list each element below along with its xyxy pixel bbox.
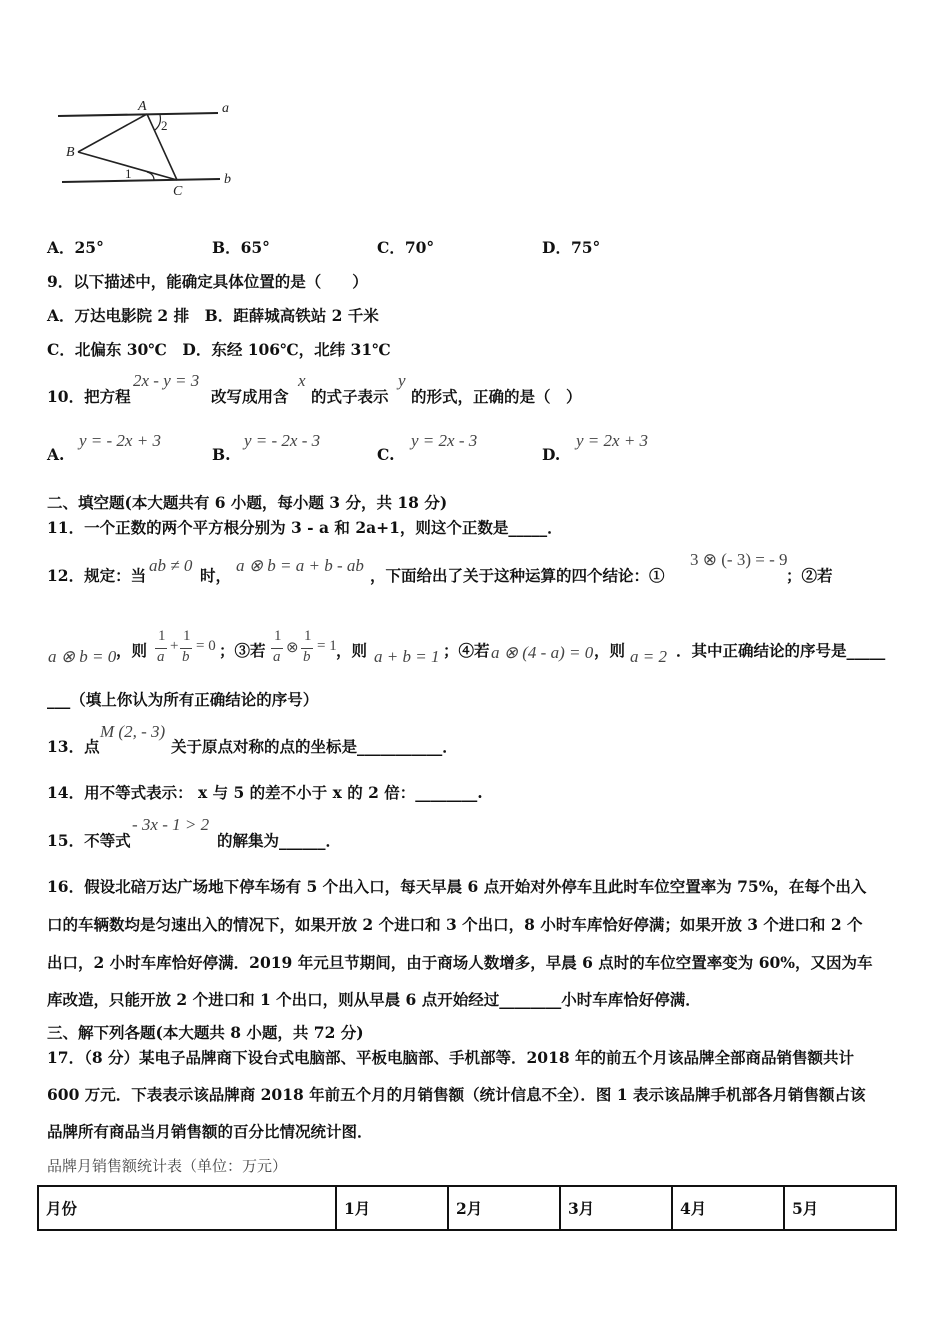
header-apr: 4月 bbox=[672, 1186, 784, 1230]
angle-2-arc bbox=[155, 115, 160, 130]
q10-option-a: y = - 2x + 3 bbox=[79, 431, 161, 450]
q10-mid: 改写成用含 bbox=[211, 387, 289, 406]
q8-option-c: C．70° bbox=[377, 238, 435, 257]
q12-fraction-expr-2 bbox=[271, 628, 341, 668]
q10-prefix: 10．把方程 bbox=[47, 387, 131, 406]
frac4-den: b bbox=[303, 649, 311, 665]
q10-letter-c: C. bbox=[377, 445, 395, 464]
q11: 11．一个正数的两个平方根分别为 3 - a 和 2a+1，则这个正数是_____． bbox=[47, 518, 563, 537]
header-feb: 2月 bbox=[448, 1186, 560, 1230]
header-jan: 1月 bbox=[336, 1186, 448, 1230]
plus-sign: + bbox=[170, 638, 179, 654]
q12-line3: ___（填上你认为所有正确结论的序号） bbox=[47, 690, 319, 709]
q17-line-3: 品牌所有商品当月销售额的百分比情况统计图． bbox=[47, 1122, 373, 1141]
q12-fraction-expr-1 bbox=[155, 628, 217, 668]
q10-option-c: y = 2x - 3 bbox=[411, 431, 478, 450]
q16-line-4: 库改造，只能开放 2 个进口和 1 个出口，则从早晨 6 点开始经过________小时车库恰好停满． bbox=[47, 990, 701, 1009]
q10-letter-a: A. bbox=[47, 445, 65, 464]
q12-l2-p6: ．其中正确结论的序号是_____ bbox=[676, 641, 886, 660]
q10-option-d: y = 2x + 3 bbox=[576, 431, 649, 450]
label-1: 1 bbox=[125, 166, 132, 181]
q8-option-b: B．65° bbox=[212, 238, 270, 257]
q10-option-b: y = - 2x - 3 bbox=[244, 431, 321, 450]
label-A: A bbox=[138, 99, 147, 114]
q12-conclusion-1: 3 ⊗ (- 3) = - 9 bbox=[690, 550, 788, 569]
q16-line-3: 出口，2 小时车库恰好停满．2019 年元旦节期间，由于商场人数增多，早晨 6 点时的车位空置率变为 60%，又因为车 bbox=[47, 953, 873, 972]
q9-options-row2: C．北偏东 30℃ D．东经 106℃，北纬 31℃ bbox=[47, 340, 391, 359]
section-2-heading: 二、填空题(本大题共有 6 小题，每小题 3 分，共 18 分) bbox=[47, 493, 448, 512]
geometry-figure bbox=[50, 96, 250, 198]
table-header-row bbox=[38, 1186, 896, 1230]
q10-equation: 2x - y = 3 bbox=[133, 371, 200, 390]
section-3-heading: 三、解下列各题(本大题共 8 小题，共 72 分) bbox=[47, 1023, 364, 1042]
sales-table bbox=[37, 1185, 897, 1231]
q9-stem: 9．以下描述中，能确定具体位置的是（ ） bbox=[47, 272, 368, 291]
frac2-den: b bbox=[182, 649, 190, 665]
frac4-num: 1 bbox=[304, 628, 312, 644]
label-a: a bbox=[222, 101, 229, 116]
q12-l2-p4: ；④若 bbox=[443, 641, 490, 660]
q10-suffix: 的形式，正确的是（ ） bbox=[411, 387, 582, 406]
q10-letter-b: B. bbox=[212, 445, 231, 464]
q12-l2-p2: ；③若 bbox=[219, 641, 266, 660]
q12-result-3: a + b = 1 bbox=[374, 647, 440, 666]
q17-line-1: 17．（8 分）某电子品牌商下设台式电脑部、平板电脑部、手机部等．2018 年的前五个月该品牌全部商品销售额共计 bbox=[47, 1048, 855, 1067]
frac3-den: a bbox=[273, 649, 281, 665]
q15-prefix: 15．不等式 bbox=[47, 831, 131, 850]
label-B: B bbox=[66, 145, 75, 160]
q12-p3: ，下面给出了关于这种运算的四个结论：① bbox=[370, 566, 665, 585]
header-may: 5月 bbox=[784, 1186, 896, 1230]
segment-ab bbox=[78, 114, 147, 152]
equals-zero: = 0 bbox=[196, 638, 216, 654]
q10-var-y: y bbox=[398, 371, 406, 390]
q15-inequality: - 3x - 1 > 2 bbox=[132, 815, 210, 834]
frac1-num: 1 bbox=[158, 628, 166, 644]
q8-option-a: A．25° bbox=[47, 238, 104, 257]
q13-point: M (2, - 3) bbox=[100, 722, 166, 741]
q10-mid2: 的式子表示 bbox=[311, 387, 389, 406]
q12-cond-4: a ⊗ (4 - a) = 0 bbox=[491, 643, 594, 662]
q16-line-2: 口的车辆数均是匀速出入的情况下，如果开放 2 个进口和 3 个出口，8 小时车库恰好停满；如果开放 3 个进口和 2 个 bbox=[47, 915, 863, 934]
q13-prefix: 13．点 bbox=[47, 737, 100, 756]
frac3-num: 1 bbox=[274, 628, 282, 644]
equals-one: = 1 bbox=[317, 638, 337, 654]
q12-l2-p3: ，则 bbox=[336, 641, 368, 660]
q13-suffix: 关于原点对称的点的坐标是___________． bbox=[171, 737, 458, 756]
q12-p2: 时， bbox=[200, 566, 232, 585]
label-2: 2 bbox=[161, 118, 168, 133]
otimes-sign: ⊗ bbox=[286, 640, 299, 656]
header-month: 月份 bbox=[38, 1186, 336, 1230]
q10-var-x: x bbox=[298, 371, 306, 390]
q10-letter-d: D. bbox=[542, 445, 561, 464]
q12-p4: ；②若 bbox=[786, 566, 833, 585]
label-b: b bbox=[224, 172, 231, 187]
label-C: C bbox=[173, 184, 183, 198]
header-mar: 3月 bbox=[560, 1186, 672, 1230]
q14: 14．用不等式表示： x 与 5 的差不小于 x 的 2 倍：________. bbox=[47, 783, 483, 802]
q12-cond-ab: ab ≠ 0 bbox=[149, 556, 193, 575]
q12-l2-p1: ，则 bbox=[116, 641, 148, 660]
q17-line-2: 600 万元．下表表示该品牌商 2018 年前五个月的月销售额（统计信息不全）．图 1 表示该品牌手机部各月销售额占该 bbox=[47, 1085, 866, 1104]
frac2-num: 1 bbox=[183, 628, 191, 644]
q8-option-d: D．75° bbox=[542, 238, 601, 257]
q12-cond-2: a ⊗ b = 0 bbox=[48, 647, 117, 666]
frac1-den: a bbox=[157, 649, 165, 665]
q9-options-row1: A．万达电影院 2 排 B．距薛城高铁站 2 千米 bbox=[47, 306, 379, 325]
q12-p1: 12．规定：当 bbox=[47, 566, 147, 585]
table-caption: 品牌月销售额统计表（单位：万元） bbox=[47, 1157, 288, 1175]
q12-definition: a ⊗ b = a + b - ab bbox=[236, 556, 364, 575]
q15-suffix: 的解集为______． bbox=[217, 831, 342, 850]
q12-l2-p5: ，则 bbox=[594, 641, 626, 660]
q16-line-1: 16．假设北碚万达广场地下停车场有 5 个出入口，每天早晨 6 点开始对外停车且此时车位空置率为 75%，在每个出入 bbox=[47, 877, 867, 896]
line-b bbox=[62, 179, 220, 182]
q12-result-4: a = 2 bbox=[630, 647, 667, 666]
